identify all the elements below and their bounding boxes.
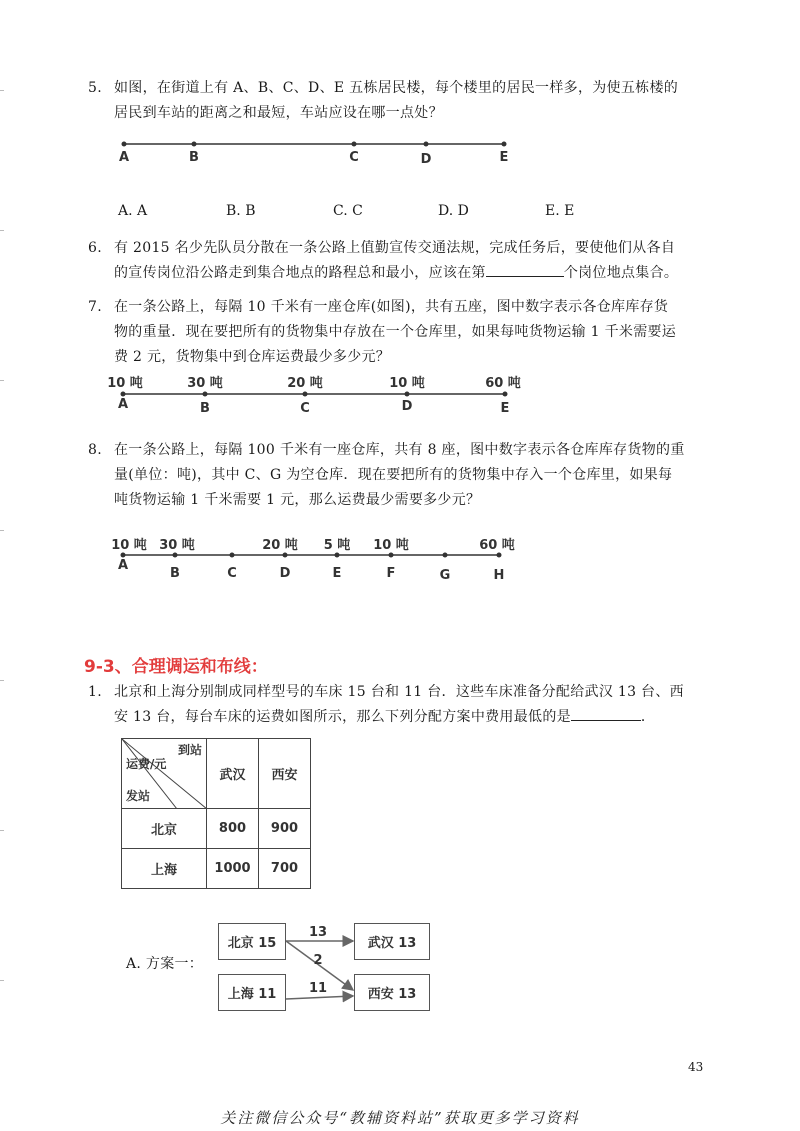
option-d[interactable]: D. D — [438, 203, 469, 219]
dest-box-wuhan: 武汉 13 — [354, 923, 430, 960]
question-text: 北京和上海分别制成同样型号的车床 15 台和 11 台．这些车床准备分配给武汉 13 台、西 — [114, 684, 684, 700]
weight-label: 5 吨 — [323, 538, 351, 553]
section-title: 9-3、合理调运和布线： — [84, 657, 268, 677]
flow-label: 2 — [313, 953, 323, 968]
question-text: 在一条公路上，每隔 100 千米有一座仓库，共有 8 座，图中数字表示各仓库库存货物的重 — [114, 442, 685, 458]
street-point-d — [421, 142, 432, 168]
page-number: 43 — [688, 1060, 704, 1074]
question-text: 费 2 元，货物集中到仓库运费最少多少元？ — [114, 349, 391, 365]
warehouse-d — [262, 538, 298, 581]
weight-label: 10 吨 — [111, 538, 147, 553]
street-point-a — [119, 142, 129, 166]
table-row — [122, 809, 311, 849]
point-label: B — [189, 150, 199, 165]
point-label: H — [493, 568, 505, 583]
point-label: F — [386, 566, 396, 581]
warehouse-h — [479, 538, 515, 583]
weight-label: 20 吨 — [262, 538, 298, 553]
problem-1 — [88, 680, 738, 730]
street-diagram-q5 — [110, 135, 530, 175]
point-label: C — [227, 566, 237, 581]
point-label: A — [117, 397, 129, 412]
question-text: 如图，在街道上有 A、B、C、D、E 五栋居民楼，每个楼里的居民一样多，为使五栋楼的 — [114, 80, 679, 96]
table-cell: 700 — [259, 849, 311, 889]
question-text: 在一条公路上，每隔 10 千米有一座仓库(如图)，共有五座，图中数字表示各仓库库存货 — [114, 299, 669, 315]
question-text: 安 13 台，每台车床的运费如图所示，那么下列分配方案中费用最低的是 — [114, 709, 571, 725]
question-text: 量(单位：吨)，其中 C、G 为空仓库．现在要把所有的货物集中存入一个仓库里，如果每 — [114, 467, 673, 483]
point-label: A — [118, 150, 130, 165]
footer-note: 关注微信公众号“教辅资料站”获取更多学习资料 — [220, 1109, 580, 1127]
option-e[interactable]: E. E — [545, 203, 575, 219]
point-label: E — [332, 566, 342, 581]
warehouse-diagram-q7 — [105, 372, 535, 417]
question-text: 的宣传岗位沿公路走到集合地点的路程总和最小，应该在第 — [114, 265, 486, 281]
point-label: E — [500, 401, 510, 416]
point-label: E — [499, 150, 509, 165]
cost-table-wrapper — [121, 738, 311, 889]
point-label: B — [170, 566, 180, 581]
answer-blank[interactable] — [571, 705, 641, 721]
row-header: 上海 — [122, 849, 207, 889]
weight-label: 20 吨 — [287, 376, 323, 391]
warehouse-b — [187, 376, 223, 416]
table-row — [122, 849, 311, 889]
dest-box-xian: 西安 13 — [354, 974, 430, 1011]
weight-label: 30 吨 — [159, 538, 195, 553]
point-label: C — [300, 401, 310, 416]
option-b[interactable]: B. B — [226, 203, 256, 219]
warehouse-c — [287, 376, 323, 416]
table-cell: 900 — [259, 809, 311, 849]
question-text: ． — [640, 709, 656, 725]
street-point-e — [500, 142, 509, 166]
point-label: A — [117, 558, 129, 573]
warehouse-c — [227, 553, 237, 582]
source-box-shanghai: 上海 11 — [218, 974, 286, 1011]
point-label: D — [401, 399, 413, 414]
question-number: 5. — [88, 80, 102, 96]
plan-a-label[interactable]: A. 方案一： — [126, 956, 204, 972]
cost-table — [121, 738, 311, 889]
weight-label: 30 吨 — [187, 376, 223, 391]
warehouse-d — [389, 376, 425, 414]
column-header: 西安 — [259, 739, 311, 809]
flow-label: 11 — [308, 981, 328, 996]
question-8 — [88, 438, 738, 513]
weight-label: 10 吨 — [373, 538, 409, 553]
flow-label: 13 — [308, 925, 328, 940]
column-header: 武汉 — [207, 739, 259, 809]
warehouse-e — [324, 538, 351, 581]
question-5 — [88, 76, 728, 126]
option-c[interactable]: C. C — [333, 203, 363, 219]
warehouse-b — [159, 538, 195, 581]
corner-label-departure: 发站 — [126, 789, 151, 803]
point-label: D — [279, 566, 291, 581]
corner-label-arrival: 到站 — [177, 743, 202, 757]
weight-label: 60 吨 — [485, 376, 521, 391]
source-box-beijing: 北京 15 — [218, 923, 286, 960]
question-text: 物的重量．现在要把所有的货物集中存放在一个仓库里，如果每吨货物运输 1 千米需要运 — [114, 324, 677, 340]
weight-label: 10 吨 — [107, 376, 143, 391]
point-label: G — [439, 568, 451, 583]
question-text: 吨货物运输 1 千米需要 1 元，那么运费最少需要多少元？ — [114, 492, 481, 508]
table-cell: 800 — [207, 809, 259, 849]
question-text: 居民到车站的距离之和最短，车站应设在哪一点处？ — [114, 105, 443, 121]
warehouse-diagram-q8 — [105, 535, 535, 585]
question-7 — [88, 295, 738, 370]
warehouse-e — [485, 376, 521, 416]
question-text: 个岗位地点集合。 — [563, 265, 679, 281]
street-point-b — [189, 142, 199, 166]
point-label: C — [349, 150, 359, 165]
answer-blank[interactable] — [486, 261, 564, 277]
row-header: 北京 — [122, 809, 207, 849]
option-a[interactable]: A. A — [118, 203, 148, 219]
weight-label: 60 吨 — [479, 538, 515, 553]
question-number: 1. — [88, 684, 102, 700]
question-number: 8. — [88, 442, 102, 458]
question-number: 6. — [88, 240, 102, 256]
question-6 — [88, 236, 738, 286]
question-text: 有 2015 名少先队员分散在一条公路上值勤宣传交通法规，完成任务后，要使他们从各自 — [114, 240, 676, 256]
corner-label-cost: 运费/元 — [126, 757, 167, 771]
plan-a-arrows — [280, 918, 360, 1018]
point-label: D — [420, 152, 432, 167]
table-cell: 1000 — [207, 849, 259, 889]
weight-label: 10 吨 — [389, 376, 425, 391]
warehouse-f — [373, 538, 409, 581]
point-label: B — [200, 401, 210, 416]
street-point-c — [349, 142, 359, 166]
question-number: 7. — [88, 299, 102, 315]
arrow-shanghai-xian — [286, 996, 353, 999]
table-corner-cell — [122, 739, 207, 809]
warehouse-g — [440, 553, 451, 584]
